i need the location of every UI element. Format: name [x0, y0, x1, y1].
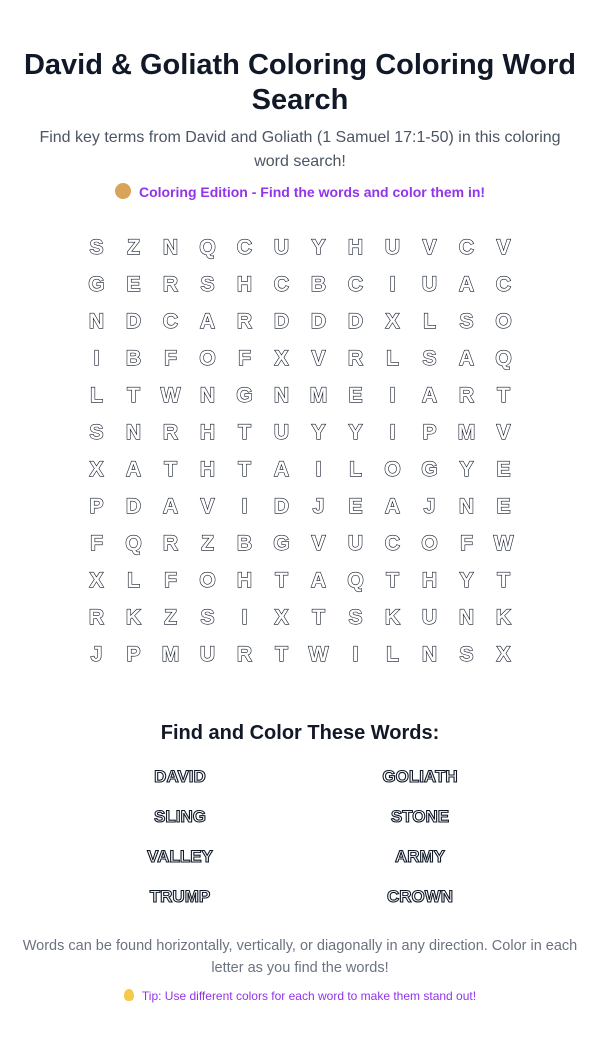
grid-letter[interactable]: U: [273, 235, 290, 259]
grid-letter[interactable]: Y: [459, 568, 474, 592]
grid-letter[interactable]: G: [273, 531, 290, 555]
letter-grid: [78, 229, 522, 673]
grid-letter[interactable]: R: [236, 309, 253, 333]
grid-letter[interactable]: Z: [127, 235, 140, 259]
grid-letter[interactable]: T: [497, 383, 510, 407]
grid-letter[interactable]: I: [315, 457, 322, 481]
grid-letter[interactable]: U: [421, 272, 438, 296]
grid-letter[interactable]: Q: [125, 531, 142, 555]
grid-letter[interactable]: V: [200, 494, 215, 518]
grid-letter[interactable]: U: [384, 235, 401, 259]
grid-letter[interactable]: F: [164, 346, 177, 370]
lightbulb-icon: [124, 989, 134, 1001]
grid-letter[interactable]: O: [199, 568, 216, 592]
grid-letter[interactable]: I: [93, 346, 100, 370]
grid-letter[interactable]: W: [160, 383, 181, 407]
grid-letter[interactable]: D: [347, 309, 364, 333]
grid-letter[interactable]: E: [348, 383, 363, 407]
grid-letter[interactable]: I: [389, 420, 396, 444]
grid-letter[interactable]: A: [199, 309, 216, 333]
grid-letter[interactable]: T: [312, 605, 325, 629]
instructions-text: Words can be found horizontally, vertically, or diagonally in any direction. Color in each letter as you find the words!: [22, 938, 578, 976]
word-list-title: Find and Color These Words:: [160, 722, 440, 744]
grid-letter[interactable]: A: [273, 457, 290, 481]
grid-letter[interactable]: H: [199, 457, 216, 481]
word-list-item: STONE: [390, 807, 450, 826]
grid-letter[interactable]: P: [422, 420, 437, 444]
grid-letter[interactable]: A: [125, 457, 142, 481]
grid-letter[interactable]: O: [199, 346, 216, 370]
grid-letter[interactable]: S: [89, 235, 104, 259]
word-list-item: ARMY: [394, 847, 446, 866]
grid-letter[interactable]: X: [89, 457, 104, 481]
grid-letter[interactable]: Y: [311, 420, 326, 444]
grid-letter[interactable]: A: [458, 346, 475, 370]
grid-letter[interactable]: Y: [348, 420, 363, 444]
grid-letter[interactable]: J: [423, 494, 436, 518]
grid-letter[interactable]: E: [126, 272, 141, 296]
grid-letter[interactable]: T: [386, 568, 399, 592]
grid-letter[interactable]: Y: [311, 235, 326, 259]
grid-letter[interactable]: V: [311, 346, 326, 370]
grid-letter[interactable]: D: [273, 494, 290, 518]
grid-letter[interactable]: E: [348, 494, 363, 518]
grid-letter[interactable]: V: [496, 235, 511, 259]
grid-letter[interactable]: A: [458, 272, 475, 296]
grid-letter[interactable]: U: [421, 605, 438, 629]
grid-letter[interactable]: M: [161, 642, 180, 666]
grid-letter[interactable]: R: [162, 420, 179, 444]
grid-letter[interactable]: N: [125, 420, 142, 444]
grid-letter[interactable]: Q: [199, 235, 216, 259]
grid-letter[interactable]: H: [236, 272, 253, 296]
grid-letter[interactable]: A: [310, 568, 327, 592]
grid-letter[interactable]: S: [348, 605, 363, 629]
grid-letter[interactable]: W: [493, 531, 514, 555]
grid-letter[interactable]: S: [422, 346, 437, 370]
grid-letter[interactable]: H: [199, 420, 216, 444]
word-list: [60, 765, 540, 909]
grid-letter[interactable]: L: [386, 642, 399, 666]
grid-letter[interactable]: Y: [459, 457, 474, 481]
grid-letter[interactable]: T: [127, 383, 140, 407]
grid-letter[interactable]: L: [90, 383, 103, 407]
grid-letter[interactable]: S: [200, 272, 215, 296]
grid-letter[interactable]: N: [421, 642, 438, 666]
grid-letter[interactable]: C: [162, 309, 179, 333]
grid-letter[interactable]: J: [312, 494, 325, 518]
grid-letter[interactable]: Z: [164, 605, 177, 629]
grid-letter[interactable]: F: [90, 531, 103, 555]
grid-letter[interactable]: B: [236, 531, 253, 555]
grid-letter[interactable]: E: [496, 494, 511, 518]
grid-letter[interactable]: C: [236, 235, 253, 259]
word-list-item: GOLIATH: [382, 767, 458, 786]
grid-letter[interactable]: C: [495, 272, 512, 296]
grid-letter[interactable]: X: [496, 642, 511, 666]
grid-letter[interactable]: R: [458, 383, 475, 407]
grid-letter[interactable]: F: [164, 568, 177, 592]
tip-text: Tip: Use different colors for each word to make them stand out!: [141, 989, 477, 1003]
grid-letter[interactable]: K: [495, 605, 512, 629]
grid-letter[interactable]: A: [384, 494, 401, 518]
grid-letter[interactable]: I: [352, 642, 359, 666]
grid-letter[interactable]: T: [238, 420, 251, 444]
grid-letter[interactable]: X: [274, 605, 289, 629]
grid-letter[interactable]: M: [309, 383, 328, 407]
grid-letter[interactable]: D: [310, 309, 327, 333]
grid-letter[interactable]: Q: [347, 568, 364, 592]
grid-letter[interactable]: I: [241, 605, 248, 629]
grid-letter[interactable]: D: [273, 309, 290, 333]
grid-letter[interactable]: X: [89, 568, 104, 592]
grid-letter[interactable]: K: [384, 605, 401, 629]
grid-letter[interactable]: H: [421, 568, 438, 592]
grid-letter[interactable]: D: [125, 494, 142, 518]
grid-letter[interactable]: K: [125, 605, 142, 629]
grid-letter[interactable]: V: [496, 420, 511, 444]
word-list-item: TRUMP: [149, 887, 211, 906]
grid-letter[interactable]: T: [164, 457, 177, 481]
grid-letter[interactable]: D: [125, 309, 142, 333]
grid-letter[interactable]: I: [241, 494, 248, 518]
grid-letter[interactable]: C: [384, 531, 401, 555]
word-list-item: DAVID: [154, 767, 206, 786]
word-list-item: VALLEY: [147, 847, 213, 866]
word-list-item: CROWN: [386, 887, 454, 906]
grid-letter[interactable]: V: [422, 235, 437, 259]
tip-note: [10, 987, 590, 1005]
grid-letter[interactable]: N: [273, 383, 290, 407]
grid-letter[interactable]: T: [275, 568, 288, 592]
grid-letter[interactable]: L: [423, 309, 436, 333]
grid-letter[interactable]: U: [273, 420, 290, 444]
grid-letter[interactable]: T: [238, 457, 251, 481]
grid-letter[interactable]: B: [310, 272, 327, 296]
grid-letter[interactable]: P: [126, 642, 141, 666]
grid-letter[interactable]: L: [386, 346, 399, 370]
grid-letter[interactable]: R: [88, 605, 105, 629]
grid-letter[interactable]: O: [384, 457, 401, 481]
grid-letter[interactable]: N: [162, 235, 179, 259]
grid-letter[interactable]: E: [496, 457, 511, 481]
grid-letter[interactable]: S: [200, 605, 215, 629]
grid-letter[interactable]: R: [236, 642, 253, 666]
grid-letter[interactable]: X: [385, 309, 400, 333]
grid-letter[interactable]: C: [458, 235, 475, 259]
grid-letter[interactable]: U: [347, 531, 364, 555]
grid-letter[interactable]: X: [274, 346, 289, 370]
grid-letter[interactable]: N: [88, 309, 105, 333]
palette-icon: [115, 183, 131, 199]
grid-letter[interactable]: L: [349, 457, 362, 481]
grid-letter[interactable]: G: [88, 272, 105, 296]
grid-letter[interactable]: Z: [201, 531, 214, 555]
grid-letter[interactable]: H: [347, 235, 364, 259]
word-list-item: SLING: [154, 807, 206, 826]
grid-letter[interactable]: N: [458, 605, 475, 629]
page-subtitle: Find key terms from David and Goliath (1 Samuel 17:1-50) in this coloring word search!: [39, 129, 561, 170]
grid-letter[interactable]: R: [162, 531, 179, 555]
grid-letter[interactable]: N: [458, 494, 475, 518]
grid-letter[interactable]: L: [127, 568, 140, 592]
grid-letter[interactable]: W: [308, 642, 329, 666]
grid-letter[interactable]: I: [389, 272, 396, 296]
grid-letter[interactable]: G: [236, 383, 253, 407]
grid-letter[interactable]: F: [238, 346, 251, 370]
grid-letter[interactable]: G: [421, 457, 438, 481]
grid-letter[interactable]: O: [421, 531, 438, 555]
coloring-edition-text: Coloring Edition - Find the words and color them in!: [138, 184, 486, 200]
grid-letter[interactable]: S: [459, 642, 474, 666]
grid-letter[interactable]: N: [199, 383, 216, 407]
grid-letter[interactable]: M: [457, 420, 476, 444]
grid-letter[interactable]: P: [89, 494, 104, 518]
grid-letter[interactable]: C: [273, 272, 290, 296]
grid-letter[interactable]: F: [460, 531, 473, 555]
grid-letter[interactable]: Q: [495, 346, 512, 370]
grid-letter[interactable]: B: [125, 346, 142, 370]
grid-letter[interactable]: R: [162, 272, 179, 296]
grid-letter[interactable]: O: [495, 309, 512, 333]
grid-letter[interactable]: S: [89, 420, 104, 444]
grid-letter[interactable]: C: [347, 272, 364, 296]
grid-letter[interactable]: S: [459, 309, 474, 333]
grid-letter[interactable]: T: [275, 642, 288, 666]
page-title: David & Goliath Coloring Coloring Word Search: [23, 49, 577, 116]
grid-letter[interactable]: A: [162, 494, 179, 518]
grid-letter[interactable]: A: [421, 383, 438, 407]
grid-letter[interactable]: H: [236, 568, 253, 592]
grid-letter[interactable]: V: [311, 531, 326, 555]
grid-letter[interactable]: R: [347, 346, 364, 370]
grid-letter[interactable]: U: [199, 642, 216, 666]
grid-letter[interactable]: J: [90, 642, 103, 666]
grid-letter[interactable]: I: [389, 383, 396, 407]
coloring-edition-note: [10, 182, 590, 202]
grid-letter[interactable]: T: [497, 568, 510, 592]
